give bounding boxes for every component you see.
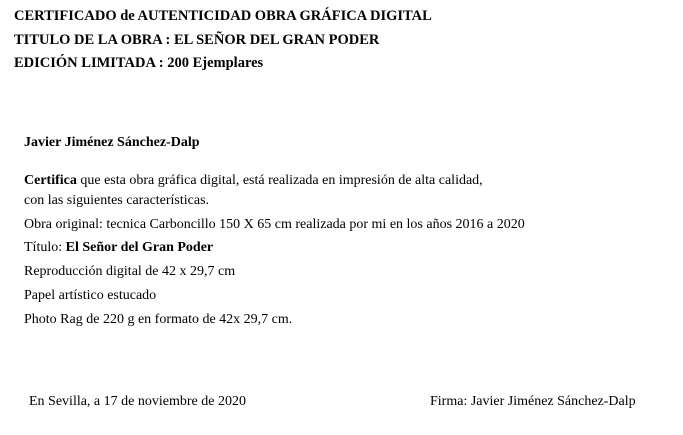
work-title-line: TITULO DE LA OBRA : EL SEÑOR DEL GRAN PODER bbox=[14, 32, 380, 48]
title-value: El Señor del Gran Poder bbox=[65, 240, 214, 255]
certifies-text: que esta obra gráfica digital, está realizada en impresión de alta calidad, bbox=[76, 173, 483, 188]
title-line bbox=[24, 239, 213, 257]
title-label: Título: bbox=[24, 240, 66, 255]
certifies-word: Certifica bbox=[24, 173, 77, 188]
reproduction-line: Reproducción digital de 42 x 29,7 cm bbox=[24, 264, 236, 279]
artist-name: Javier Jiménez Sánchez-Dalp bbox=[24, 135, 200, 150]
place-date: En Sevilla, a 17 de noviembre de 2020 bbox=[29, 394, 246, 409]
paper-line: Papel artístico estucado bbox=[24, 288, 157, 303]
original-work-line: Obra original: tecnica Carboncillo 150 X 65 cm realizada por mi en los años 2016 a 2020 bbox=[24, 217, 525, 232]
characteristics-line: con las siguientes características. bbox=[24, 193, 210, 208]
signature: Firma: Javier Jiménez Sánchez-Dalp bbox=[430, 394, 636, 409]
certificate-title: CERTIFICADO de AUTENTICIDAD OBRA GRÁFICA DIGITAL bbox=[14, 8, 432, 24]
photo-rag-line: Photo Rag de 220 g en formato de 42x 29,7 cm. bbox=[24, 312, 293, 327]
edition-line: EDICIÓN LIMITADA : 200 Ejemplares bbox=[14, 55, 264, 71]
certifies-line bbox=[24, 172, 483, 190]
